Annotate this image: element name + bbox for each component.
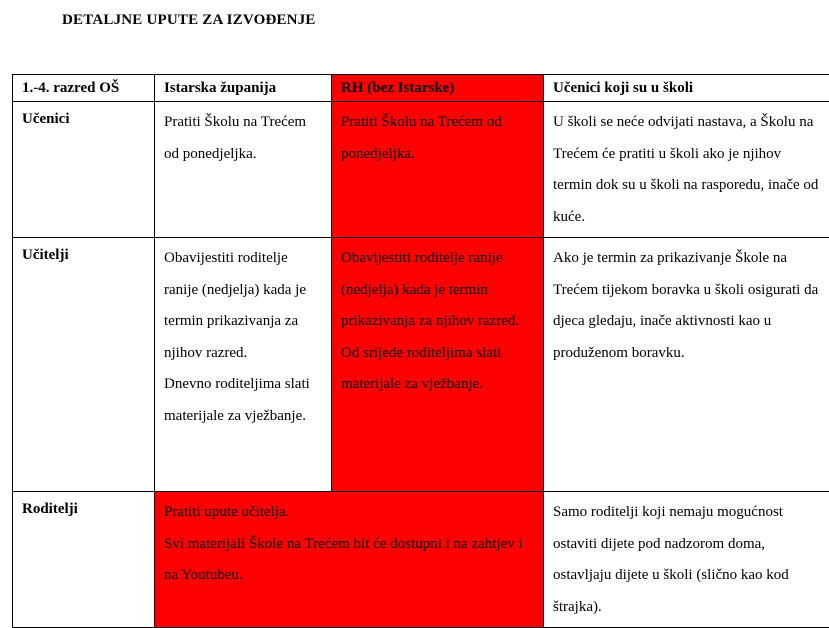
cell-roditelji-u-skoli: Samo roditelji koji nemaju mogućnost ostaviti dijete pod nadzorom doma, ostavljaju dijete u školi (slično kao kod štrajka). bbox=[544, 492, 829, 628]
cell-ucitelji-istarska bbox=[155, 238, 332, 492]
row-label-roditelji: Roditelji bbox=[13, 492, 155, 628]
row-label-ucitelji: Učitelji bbox=[13, 238, 155, 492]
table-row-ucenici bbox=[13, 102, 829, 238]
cell-ucitelji-rh bbox=[332, 238, 544, 492]
cell-ucenici-rh: Pratiti Školu na Trećem od ponedjeljka. bbox=[332, 102, 544, 238]
cell-text-paragraph: Od srijede roditeljima slati materijale za vježbanje. bbox=[341, 338, 535, 401]
instructions-table bbox=[12, 74, 829, 628]
header-rh: RH (bez Istarske) bbox=[332, 75, 544, 102]
cell-text-paragraph: Svi materijali Škole na Trećem bit će dostupni i na zahtjev i na Youtubeu. bbox=[164, 529, 535, 592]
document-title: DETALJNE UPUTE ZA IZVOĐENJE bbox=[62, 12, 316, 29]
cell-text-paragraph: Pratiti upute učitelja. bbox=[164, 497, 535, 529]
header-istarska: Istarska županija bbox=[155, 75, 332, 102]
cell-text-paragraph: Obavijestiti roditelje ranije (nedjelja) kada je termin prikazivanja za njihov razred. bbox=[164, 243, 323, 369]
header-grade: 1.-4. razred OŠ bbox=[13, 75, 155, 102]
header-u-skoli: Učenici koji su u školi bbox=[544, 75, 829, 102]
cell-ucenici-u-skoli: U školi se neće odvijati nastava, a Školu na Trećem će pratiti u školi ako je njihov termin dok su u školi na rasporedu, inače od kuće. bbox=[544, 102, 829, 238]
table-row-roditelji bbox=[13, 492, 829, 628]
cell-ucenici-istarska: Pratiti Školu na Trećem od ponedjeljka. bbox=[155, 102, 332, 238]
row-label-ucenici: Učenici bbox=[13, 102, 155, 238]
cell-ucitelji-u-skoli: Ako je termin za prikazivanje Škole na Trećem tijekom boravka u školi osigurati da djeca gledaju, inače aktivnosti kao u produženom boravku. bbox=[544, 238, 829, 492]
cell-roditelji-merged bbox=[155, 492, 544, 628]
table-header-row bbox=[13, 75, 829, 102]
cell-text-paragraph: Dnevno roditeljima slati materijale za vježbanje. bbox=[164, 369, 323, 432]
cell-text-paragraph: Obavijestiti roditelje ranije (nedjelja) kada je termin prikazivanja za njihov razred. bbox=[341, 243, 535, 338]
table-row-ucitelji bbox=[13, 238, 829, 492]
